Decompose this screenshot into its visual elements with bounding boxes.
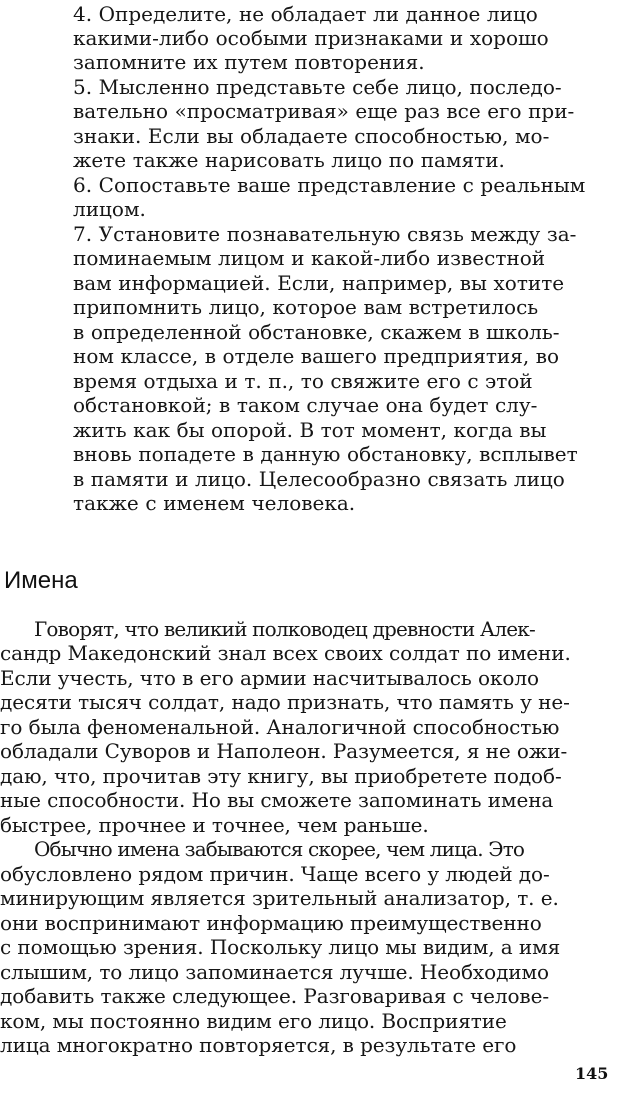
list-line: 5. Мысленно представьте себе лицо, последо- [73,75,562,99]
list-line: также с именем человека. [73,491,356,515]
list-line: 6. Сопоставьте ваше представление с реальным [73,173,586,197]
list-line: в определенной обстановке, скажем в школь- [73,320,560,344]
list-line: обстановкой; в таком случае она будет слу- [73,393,538,417]
body-line: сандр Македонский знал всех своих солдат по имени. [0,641,571,665]
body-line: Если учесть, что в его армии насчитывалось около [0,666,539,690]
list-line: какими-либо особыми признаками и хорошо [73,26,549,50]
body-line: даю, что, прочитав эту книгу, вы приобретете подоб- [0,764,562,788]
list-line: лицом. [73,197,146,221]
list-line: вновь попадете в данную обстановку, всплывет [73,442,578,466]
body-line: минирующим является зрительный анализатор, т. е. [0,886,559,910]
body-line: добавить также следующее. Разговаривая с челове- [0,984,550,1008]
list-line: время отдыха и т. п., то свяжите его с этой [73,369,533,393]
list-line: знаки. Если вы обладаете способностью, мо- [73,124,550,148]
body-line: Обычно имена забываются скорее, чем лица. Это [34,837,525,861]
body-line: лица многократно повторяется, в результате его [0,1033,517,1057]
list-line: запомните их путем повторения. [73,50,425,74]
list-line: жить как бы опорой. В тот момент, когда вы [73,418,547,442]
list-line: вам информацией. Если, например, вы хотите [73,271,565,295]
list-line: в памяти и лицо. Целесообразно связать лицо [73,467,565,491]
list-line: жете также нарисовать лицо по памяти. [73,148,505,172]
body-line: быстрее, прочнее и точнее, чем раньше. [0,813,429,837]
body-line: слышим, то лицо запоминается лучше. Необходимо [0,960,549,984]
list-line: ном классе, в отделе вашего предприятия, во [73,344,560,368]
body-line: обусловлено рядом причин. Чаще всего у людей до- [0,862,550,886]
list-line: припомнить лицо, которое вам встретилось [73,295,539,319]
body-line: ные способности. Но вы сможете запоминать имена [0,788,554,812]
list-line: поминаемым лицом и какой-либо известной [73,246,546,270]
page-number: 145 [575,1064,609,1083]
section-heading: Имена [4,567,78,594]
body-line: они воспринимают информацию преимущественно [0,911,542,935]
body-line: обладали Суворов и Наполеон. Разумеется, я не ожи- [0,739,568,763]
list-line: 4. Определите, не обладает ли данное лицо [73,2,538,26]
body-line: с помощью зрения. Поскольку лицо мы видим, а имя [0,935,561,959]
list-line: 7. Установите познавательную связь между за- [73,222,577,246]
list-line: вательно «просматривая» еще раз все его при- [73,99,575,123]
body-line: ком, мы постоянно видим его лицо. Восприятие [0,1009,507,1033]
body-line: Говорят, что великий полководец древности Алек- [34,617,535,641]
body-line: десяти тысяч солдат, надо признать, что память у не- [0,690,570,714]
body-line: го была феноменальной. Аналогичной способностью [0,715,560,739]
